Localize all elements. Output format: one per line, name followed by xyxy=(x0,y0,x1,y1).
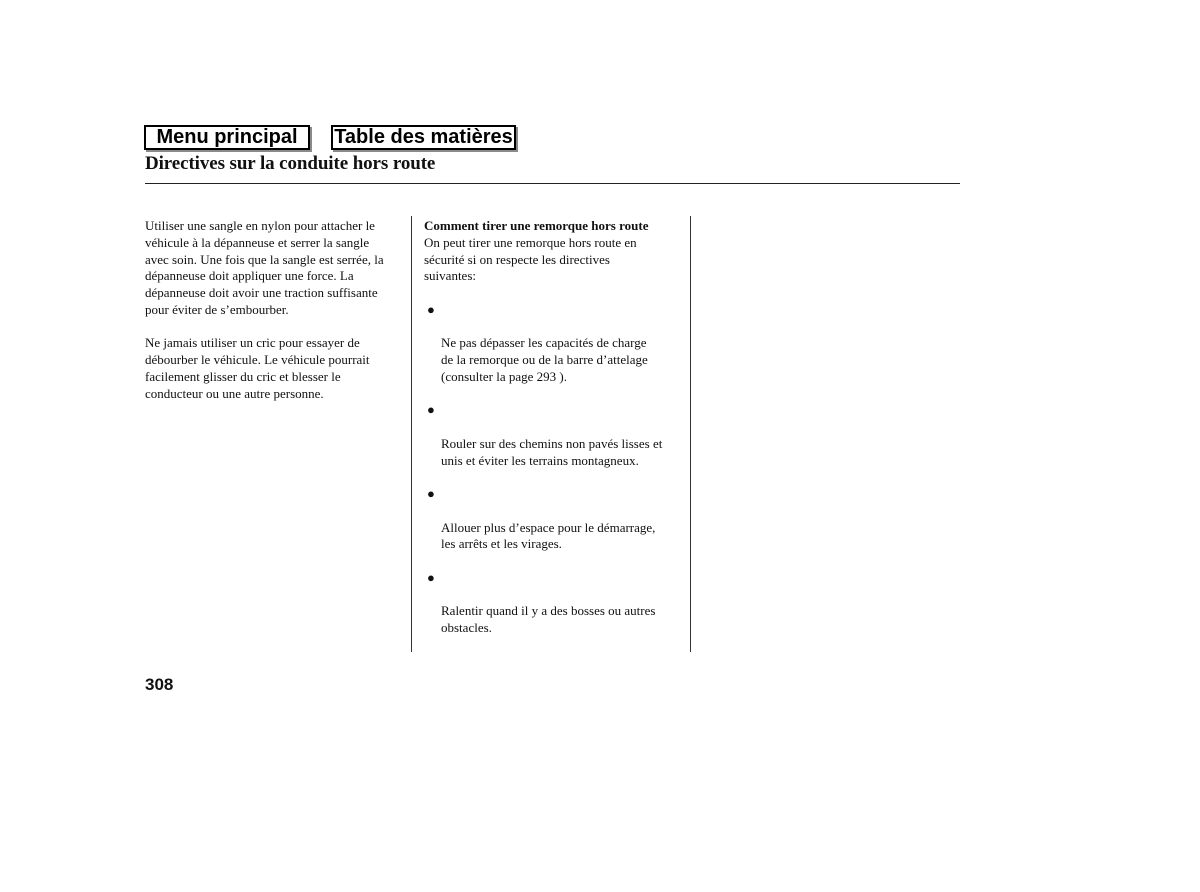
list-item xyxy=(424,302,686,386)
bullet-icon: ● xyxy=(427,486,435,501)
guideline-list xyxy=(424,302,686,637)
bullet-icon: ● xyxy=(427,402,435,418)
section-heading: Comment tirer une remorque hors route xyxy=(424,218,649,233)
middle-column xyxy=(424,218,686,654)
paragraph-nylon-strap: Utiliser une sangle en nylon pour attacher le véhicule à la dépanneuse et serrer la sangle avec soin. Une fois que la sangle est serrée, la dépanneuse doit appliquer une force. La dépanneuse doit avoir une traction suffisante pour éviter de s’embourber. xyxy=(145,218,384,317)
list-item-text: Ne pas dépasser les capacités de charge de la remorque ou de la barre d’attelage (consulter la page 293 ). xyxy=(441,335,648,384)
paragraph-jack-warning: Ne jamais utiliser un cric pour essayer de débourber le véhicule. Le véhicule pourrait facilement glisser du cric et blesser le conducteur ou une autre personne. xyxy=(145,335,370,401)
title-divider xyxy=(145,183,960,184)
list-item xyxy=(424,570,686,637)
list-item xyxy=(424,486,686,553)
list-item-text: Allouer plus d’espace pour le démarrage, les arrêts et les virages. xyxy=(441,519,656,552)
page-number: 308 xyxy=(145,675,174,694)
table-des-matieres-button[interactable]: Table des matières xyxy=(331,125,516,150)
list-item-text: Rouler sur des chemins non pavés lisses et unis et éviter les terrains montagneux. xyxy=(441,435,663,468)
page-title: Directives sur la conduite hors route xyxy=(145,153,436,174)
list-item-text: Ralentir quand il y a des bosses ou autres obstacles. xyxy=(441,603,656,635)
list-item xyxy=(424,402,686,469)
menu-principal-button[interactable]: Menu principal xyxy=(144,125,310,150)
column-divider-right xyxy=(690,216,691,652)
column-divider-left xyxy=(411,216,412,652)
section-intro: On peut tirer une remorque hors route en sécurité si on respecte les directives suivantes: xyxy=(424,234,637,284)
bullet-icon: ● xyxy=(427,301,435,317)
bullet-icon: ● xyxy=(427,569,435,585)
left-column xyxy=(145,218,407,419)
